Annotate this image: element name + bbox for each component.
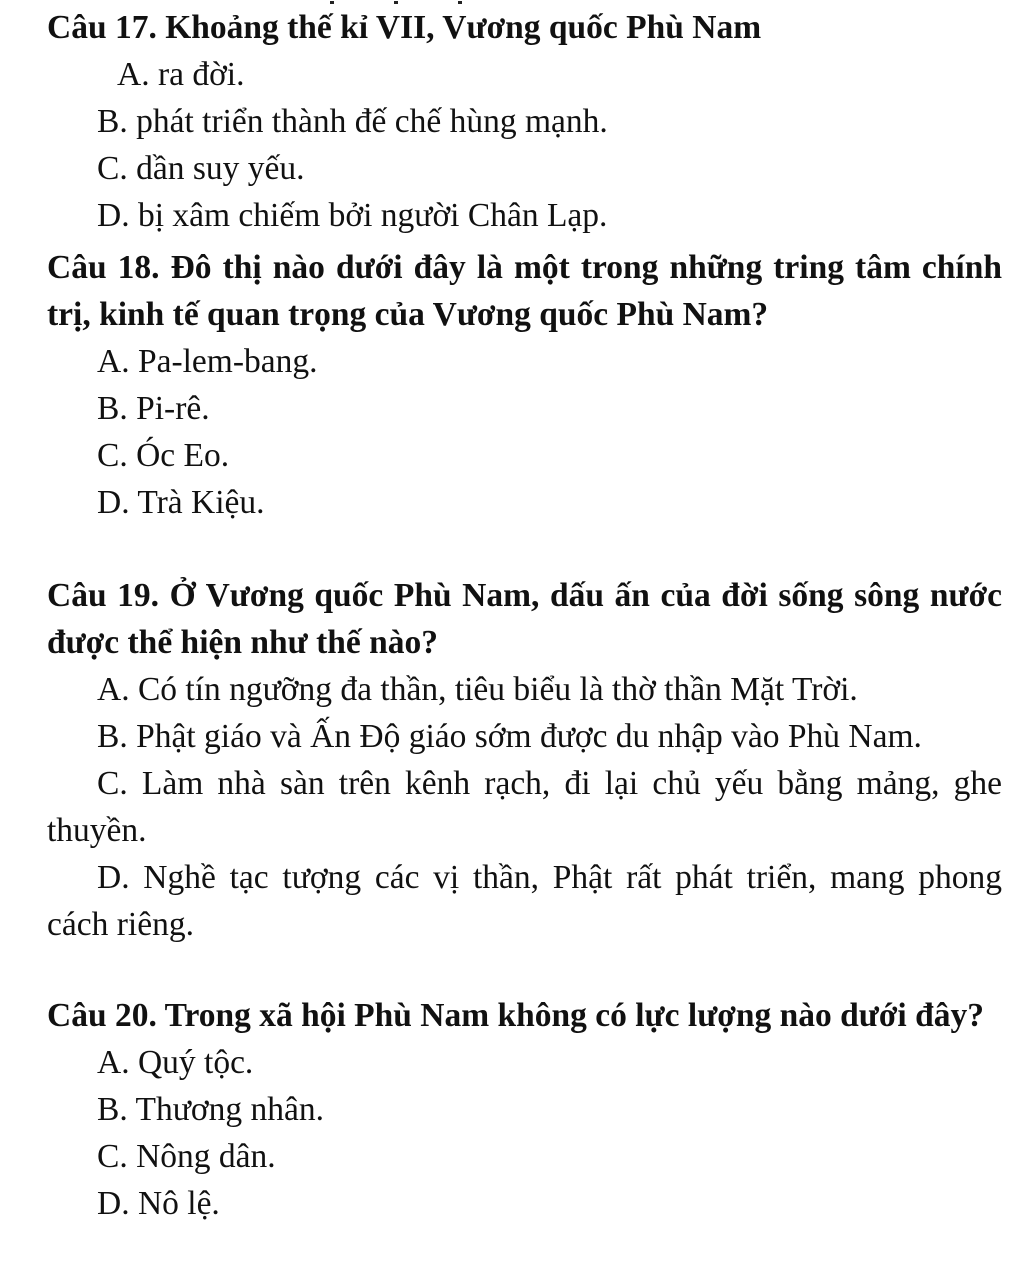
- option-d: D. Trà Kiệu.: [97, 484, 265, 521]
- option-a: A. Quý tộc.: [97, 1044, 254, 1081]
- question-20: [0, 992, 1024, 1227]
- option-a: A. Pa-lem-bang.: [97, 343, 318, 380]
- question-title: Câu 17. Khoảng thế kỉ VII, Vương quốc Phù Nam: [47, 9, 762, 46]
- option-c: C. Làm nhà sàn trên kênh rạch, đi lại chủ yếu bằng mảng, ghe thuyền.: [47, 765, 1002, 849]
- option-c: C. Óc Eo.: [97, 437, 230, 474]
- option-b: B. Thương nhân.: [97, 1091, 324, 1128]
- option-c: C. Nông dân.: [97, 1138, 276, 1175]
- question-title: Câu 18. Đô thị nào dưới đây là một trong những tring tâm chính trị, kinh tế quan trọng của Vương quốc Phù Nam?: [47, 249, 1002, 333]
- option-a: A. Có tín ngưỡng đa thần, tiêu biểu là thờ thần Mặt Trời.: [97, 671, 858, 708]
- option-b: B. phát triển thành đế chế hùng mạnh.: [97, 103, 608, 140]
- question-19: [0, 572, 1024, 948]
- question-17: [0, 4, 1024, 239]
- question-18: [0, 244, 1024, 526]
- option-d: D. bị xâm chiếm bởi người Chân Lạp.: [97, 197, 608, 234]
- option-d: D. Nô lệ.: [97, 1185, 220, 1222]
- question-title: Câu 19. Ở Vương quốc Phù Nam, dấu ấn của đời sống sông nước được thể hiện như thế nào?: [47, 577, 1002, 661]
- option-c: C. dần suy yếu.: [97, 150, 305, 187]
- option-d: D. Nghề tạc tượng các vị thần, Phật rất phát triển, mang phong cách riêng.: [47, 859, 1002, 943]
- option-a: A. ra đời.: [117, 56, 245, 93]
- question-title: Câu 20. Trong xã hội Phù Nam không có lực lượng nào dưới đây?: [47, 997, 984, 1034]
- option-b: B. Phật giáo và Ấn Độ giáo sớm được du nhập vào Phù Nam.: [97, 718, 922, 755]
- option-b: B. Pi-rê.: [97, 390, 210, 427]
